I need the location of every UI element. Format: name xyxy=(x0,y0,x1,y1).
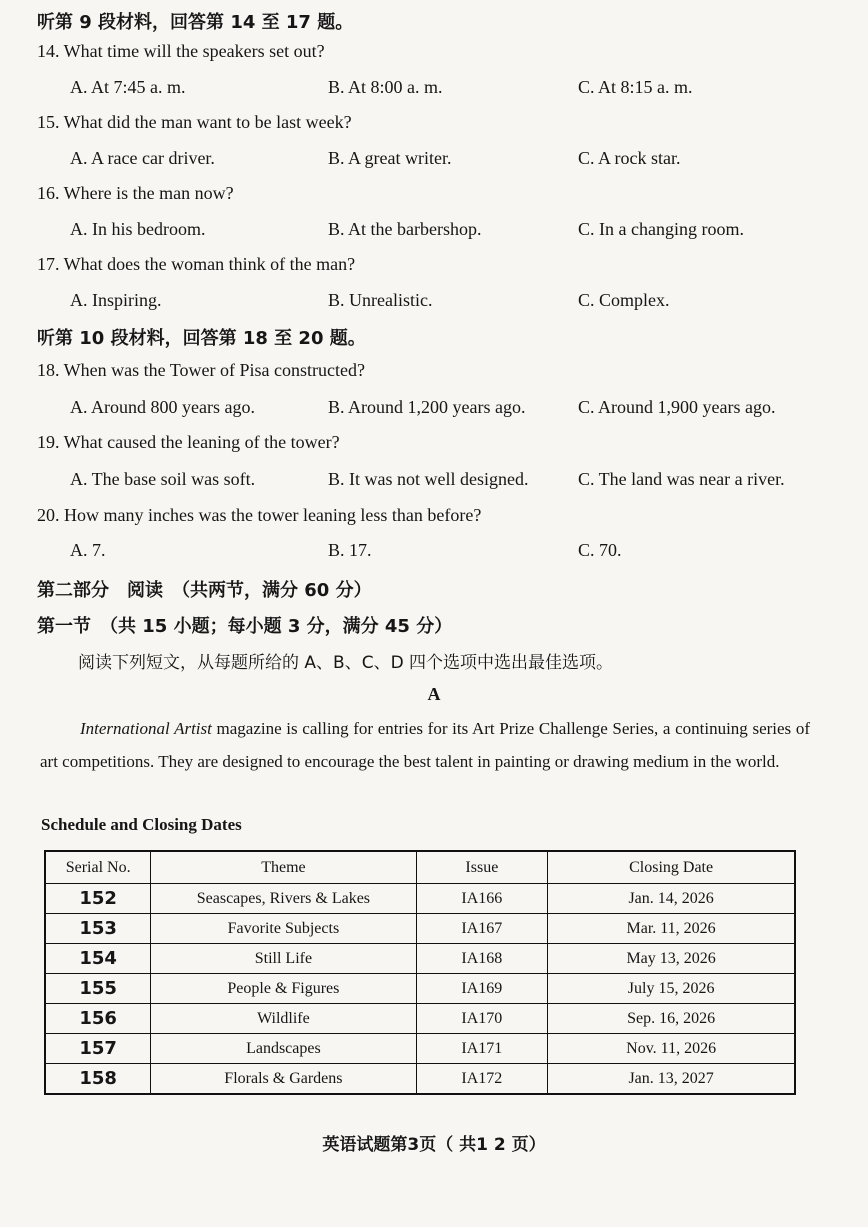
date-cell: July 15, 2026 xyxy=(548,974,795,1004)
date-cell: May 13, 2026 xyxy=(548,944,795,974)
question-19-options xyxy=(0,469,868,499)
question-18-options xyxy=(0,397,868,427)
theme-cell: Florals & Gardens xyxy=(151,1064,416,1095)
option-b: B. Around 1,200 years ago. xyxy=(328,397,526,417)
question-17 xyxy=(0,254,868,284)
option-b: B. At the barbershop. xyxy=(328,219,482,239)
option-a: A. A race car driver. xyxy=(70,148,215,168)
question-14 xyxy=(0,41,868,71)
question-19 xyxy=(0,432,868,462)
reading-instruction: 阅读下列短文，从每题所给的 A、B、C、D 四个选项中选出最佳选项。 xyxy=(78,653,614,673)
theme-cell: Still Life xyxy=(151,944,416,974)
table-row xyxy=(45,914,795,944)
question-text: 20. How many inches was the tower leaning less than before? xyxy=(37,505,482,525)
section-10-heading: 听第 10 段材料，回答第 18 至 20 题。 xyxy=(37,328,366,349)
serial-cell: 158 xyxy=(45,1064,151,1095)
part-2-heading: 第二部分 阅读 （共两节，满分 60 分） xyxy=(37,580,372,601)
question-20-options xyxy=(0,540,868,570)
question-16 xyxy=(0,183,868,213)
serial-cell: 153 xyxy=(45,914,151,944)
date-cell: Jan. 14, 2026 xyxy=(548,884,795,914)
table-row xyxy=(45,1034,795,1064)
passage-text: magazine is calling for entries for its Art Prize Challenge Series, a continuing series of art competitions. They are designed to encourage the best talent in painting or drawing medium in the world. xyxy=(40,719,810,771)
page-footer: 英语试题第3页（ 共1 2 页） xyxy=(322,1135,546,1155)
table-row xyxy=(45,884,795,914)
question-16-options xyxy=(0,219,868,249)
question-text: 18. When was the Tower of Pisa constructed? xyxy=(37,360,365,380)
magazine-title: International Artist xyxy=(80,719,212,738)
serial-cell: 155 xyxy=(45,974,151,1004)
schedule-heading: Schedule and Closing Dates xyxy=(41,815,242,834)
option-a: A. The base soil was soft. xyxy=(70,469,256,489)
theme-cell: Wildlife xyxy=(151,1004,416,1034)
header-issue: Issue xyxy=(416,851,548,884)
section-1-heading: 第一节 （共 15 小题；每小题 3 分，满分 45 分） xyxy=(37,616,453,637)
option-c: C. At 8:15 a. m. xyxy=(578,77,693,97)
option-a: A. Inspiring. xyxy=(70,290,162,310)
option-c: C. The land was near a river. xyxy=(578,469,785,489)
option-a: A. At 7:45 a. m. xyxy=(70,77,186,97)
table-row xyxy=(45,1064,795,1095)
table-row xyxy=(45,974,795,1004)
option-a: A. Around 800 years ago. xyxy=(70,397,255,417)
question-text: 19. What caused the leaning of the tower? xyxy=(37,432,340,452)
issue-cell: IA171 xyxy=(416,1034,548,1064)
option-b: B. It was not well designed. xyxy=(328,469,529,489)
passage-label: A xyxy=(427,684,441,704)
question-15 xyxy=(0,112,868,142)
question-14-options xyxy=(0,77,868,107)
section-9-heading: 听第 9 段材料，回答第 14 至 17 题。 xyxy=(37,12,354,33)
issue-cell: IA166 xyxy=(416,884,548,914)
option-b: B. 17. xyxy=(328,540,372,560)
option-c: C. Around 1,900 years ago. xyxy=(578,397,776,417)
question-17-options xyxy=(0,290,868,320)
serial-cell: 157 xyxy=(45,1034,151,1064)
passage-paragraph xyxy=(40,712,810,778)
option-c: C. Complex. xyxy=(578,290,670,310)
date-cell: Nov. 11, 2026 xyxy=(548,1034,795,1064)
option-a: A. 7. xyxy=(70,540,106,560)
table-row xyxy=(45,1004,795,1034)
table-row xyxy=(45,944,795,974)
serial-cell: 156 xyxy=(45,1004,151,1034)
date-cell: Mar. 11, 2026 xyxy=(548,914,795,944)
question-text: 17. What does the woman think of the man? xyxy=(37,254,356,274)
issue-cell: IA168 xyxy=(416,944,548,974)
theme-cell: People & Figures xyxy=(151,974,416,1004)
option-b: B. A great writer. xyxy=(328,148,452,168)
option-a: A. In his bedroom. xyxy=(70,219,206,239)
option-c: C. In a changing room. xyxy=(578,219,744,239)
question-20 xyxy=(0,505,868,535)
schedule-table xyxy=(44,850,796,1095)
issue-cell: IA169 xyxy=(416,974,548,1004)
theme-cell: Favorite Subjects xyxy=(151,914,416,944)
header-theme: Theme xyxy=(151,851,416,884)
issue-cell: IA172 xyxy=(416,1064,548,1095)
theme-cell: Landscapes xyxy=(151,1034,416,1064)
option-b: B. At 8:00 a. m. xyxy=(328,77,443,97)
option-b: B. Unrealistic. xyxy=(328,290,433,310)
issue-cell: IA167 xyxy=(416,914,548,944)
issue-cell: IA170 xyxy=(416,1004,548,1034)
header-closing-date: Closing Date xyxy=(548,851,795,884)
question-text: 16. Where is the man now? xyxy=(37,183,234,203)
theme-cell: Seascapes, Rivers & Lakes xyxy=(151,884,416,914)
date-cell: Jan. 13, 2027 xyxy=(548,1064,795,1095)
serial-cell: 154 xyxy=(45,944,151,974)
option-c: C. A rock star. xyxy=(578,148,681,168)
header-serial: Serial No. xyxy=(45,851,151,884)
question-text: 15. What did the man want to be last week? xyxy=(37,112,352,132)
option-c: C. 70. xyxy=(578,540,622,560)
question-18 xyxy=(0,360,868,390)
date-cell: Sep. 16, 2026 xyxy=(548,1004,795,1034)
serial-cell: 152 xyxy=(45,884,151,914)
question-text: 14. What time will the speakers set out? xyxy=(37,41,325,61)
question-15-options xyxy=(0,148,868,178)
table-header-row xyxy=(45,851,795,884)
